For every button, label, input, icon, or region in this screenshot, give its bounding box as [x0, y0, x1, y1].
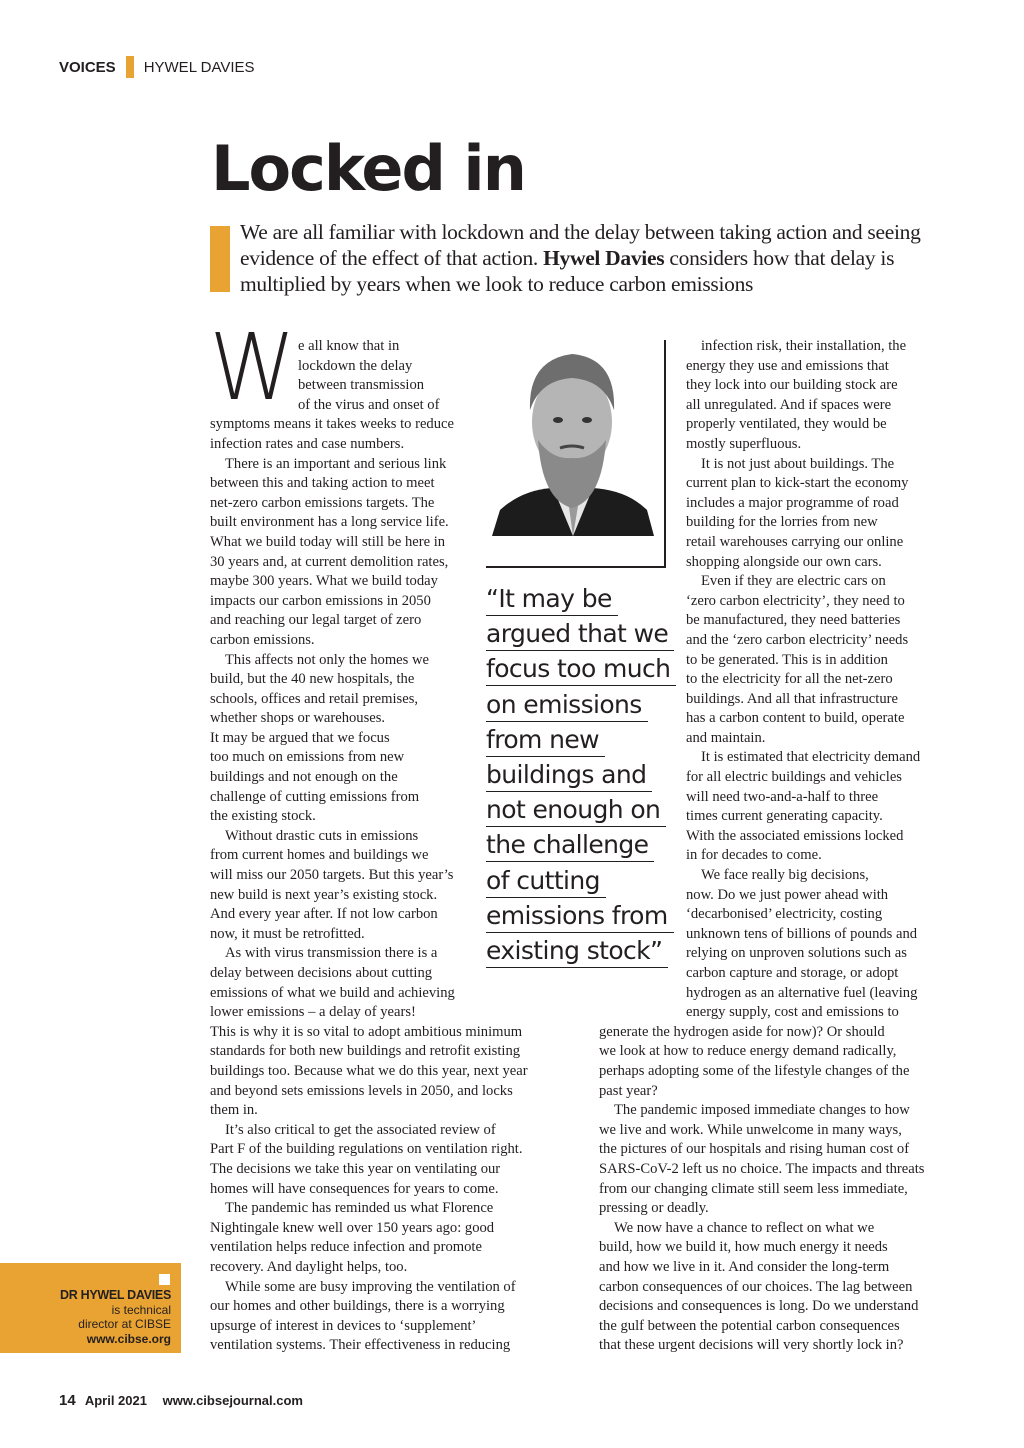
text-line: net-zero carbon emissions targets. The: [210, 494, 435, 511]
text-line: and how we live in it. And consider the long-term: [599, 1258, 890, 1275]
text-line: This affects not only the homes we: [225, 651, 429, 668]
text-line: built environment has a long service life.: [210, 514, 449, 531]
text-line: we look at how to reduce energy demand radically,: [599, 1043, 897, 1060]
text-line: hydrogen as an alternative fuel (leaving: [686, 984, 918, 1001]
pull-quote-line: [486, 793, 676, 828]
text-line: challenge of cutting emissions from: [210, 788, 420, 805]
text-line: And every year after. If not low carbon: [210, 906, 438, 923]
text-line: ‘decarbonised’ electricity, costing: [686, 906, 883, 923]
text-line: all unregulated. And if spaces were: [686, 396, 892, 413]
text-line: whether shops or warehouses.: [210, 710, 386, 727]
pull-quote-text: argued that we: [486, 617, 674, 651]
text-line: impacts our carbon emissions in 2050: [210, 592, 431, 609]
text-line: infection risk, their installation, the: [701, 338, 907, 354]
text-line: the pictures of our hospitals and rising human cost of: [599, 1141, 910, 1158]
pull-quote-text: existing stock”: [486, 934, 668, 968]
text-line: carbon capture and storage, or adopt: [686, 965, 899, 981]
bio-link[interactable]: www.cibse.org: [86, 1331, 171, 1346]
text-line: from our changing climate still seem less immediate,: [599, 1180, 908, 1197]
text-line: build, how we build it, how much energy it needs: [599, 1239, 888, 1256]
text-line: current plan to kick-start the economy: [686, 475, 909, 492]
text-line: It is not just about buildings. The: [701, 455, 895, 472]
pull-quote-text: of cutting: [486, 864, 606, 898]
text-line: symptoms means it takes weeks to reduce: [210, 416, 454, 433]
text-line: 30 years and, at current demolition rates,: [210, 553, 449, 570]
pull-quote-line: [486, 652, 676, 687]
standfirst-accent-bar: [210, 226, 230, 292]
text-line: building for the lorries from new: [686, 514, 878, 531]
page-footer: [59, 1392, 303, 1409]
section-header: [59, 56, 255, 78]
pull-quote-line: [486, 934, 676, 969]
text-line: that these urgent decisions will very shortly lock in?: [599, 1337, 904, 1354]
bio-square-marker: [159, 1274, 170, 1285]
text-line: energy they use and emissions that: [686, 357, 889, 374]
text-line: ventilation helps reduce infection and promote: [210, 1239, 482, 1256]
text-line: pressing or deadly.: [599, 1200, 709, 1217]
text-line: With the associated emissions locked: [686, 827, 904, 844]
text-line: The pandemic imposed immediate changes to how: [614, 1102, 910, 1119]
pull-quote-line: [486, 828, 676, 863]
text-line: The pandemic has reminded us what Florence: [225, 1200, 494, 1217]
text-line: decisions and consequences is long. Do we understand: [599, 1298, 919, 1315]
text-line: build, but the 40 new hospitals, the: [210, 671, 415, 688]
text-line: be manufactured, they need batteries: [686, 612, 901, 629]
text-line: ventilation systems. Their effectiveness in reducing: [210, 1337, 511, 1354]
text-line: generate the hydrogen aside for now)? Or should: [599, 1023, 885, 1040]
text-line: between this and taking action to meet: [210, 475, 435, 492]
text-line: carbon emissions.: [210, 631, 315, 648]
text-line: shopping alongside our own cars.: [686, 553, 882, 570]
page-number: 14: [59, 1392, 76, 1409]
section-label: VOICES: [59, 58, 116, 76]
pull-quote-line: [486, 899, 676, 934]
text-line: As with virus transmission there is a: [225, 945, 438, 962]
text-line: This is why it is so vital to adopt ambitious minimum: [210, 1023, 523, 1040]
text-line: buildings too. Because what we do this year, next year: [210, 1062, 528, 1079]
text-line: the gulf between the potential carbon consequences: [599, 1317, 900, 1334]
text-line: and the ‘zero carbon electricity’ needs: [686, 631, 909, 648]
text-line: them in.: [210, 1102, 258, 1119]
text-line: While some are busy improving the ventilation of: [225, 1278, 516, 1295]
text-line: lockdown the delay: [298, 357, 413, 374]
text-line: infection rates and case numbers.: [210, 435, 405, 452]
bio-name: DR HYWEL DAVIES: [59, 1288, 171, 1302]
text-line: includes a major programme of road: [686, 494, 899, 511]
article-column-left: [210, 337, 528, 1356]
bio-line: is technical: [111, 1302, 171, 1317]
pull-quote-line: [486, 723, 676, 758]
standfirst-text: We are all familiar with lockdown and the delay between taking action and seeing evidence of the effect of that action.: [240, 220, 921, 270]
text-line: of the virus and onset of: [298, 396, 440, 413]
text-line: What we build today will still be here in: [210, 533, 446, 550]
pull-quote-line: [486, 864, 676, 899]
text-line: We face really big decisions,: [701, 867, 869, 884]
pull-quote-text: on emissions: [486, 688, 648, 722]
text-line: upsurge of interest in devices to ‘supplement’: [210, 1317, 477, 1334]
text-line: Part F of the building regulations on ventilation right.: [210, 1141, 523, 1158]
text-line: It may be argued that we focus: [210, 729, 390, 746]
text-line: mostly superfluous.: [686, 435, 802, 452]
pull-quote-text: focus too much: [486, 652, 676, 686]
text-line: will need two-and-a-half to three: [686, 788, 879, 805]
footer-link[interactable]: www.cibsejournal.com: [162, 1393, 303, 1408]
text-line: our homes and other buildings, there is a worrying: [210, 1298, 505, 1315]
text-line: recovery. And daylight helps, too.: [210, 1258, 408, 1275]
text-line: we live and work. While unwelcome in many ways,: [599, 1121, 902, 1138]
author-label: HYWEL DAVIES: [143, 58, 255, 76]
text-line: ‘zero carbon electricity’, they need to: [686, 592, 905, 609]
pull-quote: [486, 582, 676, 969]
text-line: carbon consequences of our choices. The lag between: [599, 1278, 913, 1295]
text-line: for all electric buildings and vehicles: [686, 769, 902, 786]
text-line: Nightingale knew well over 150 years ago: good: [210, 1219, 495, 1236]
bio-line: director at CIBSE: [78, 1317, 171, 1331]
pull-quote-text: the challenge: [486, 828, 654, 862]
text-line: times current generating capacity.: [686, 808, 883, 825]
text-line: from current homes and buildings we: [210, 847, 429, 864]
text-line: now, it must be retrofitted.: [210, 925, 365, 942]
text-line: will miss our 2050 targets. But this year’s: [210, 867, 454, 884]
text-line: emissions of what we build and achieving: [210, 984, 455, 1001]
text-line: between transmission: [298, 377, 425, 394]
standfirst-text-end: considers how that delay is multiplied by years when we look to reduce carbon emissions: [240, 246, 895, 296]
pull-quote-line: [486, 617, 676, 652]
text-line: has a carbon content to build, operate: [686, 710, 905, 727]
pull-quote-line: [486, 688, 676, 723]
text-line: retail warehouses carrying our online: [686, 533, 904, 550]
pull-quote-text: not enough on: [486, 793, 666, 827]
text-line: now. Do we just power ahead with: [686, 886, 889, 903]
text-line: Without drastic cuts in emissions: [225, 827, 419, 844]
pull-quote-line: [486, 582, 676, 617]
text-line: and reaching our legal target of zero: [210, 612, 422, 629]
text-line: It is estimated that electricity demand: [701, 749, 921, 766]
pull-quote-text: “It may be: [486, 582, 618, 616]
text-line: e all know that in: [298, 338, 400, 354]
author-bio-box: [0, 1263, 181, 1353]
text-line: homes will have consequences for years to come.: [210, 1180, 499, 1197]
standfirst-author: Hywel Davies: [543, 246, 665, 270]
text-line: perhaps adopting some of the lifestyle changes of the: [599, 1062, 910, 1079]
text-line: The decisions we take this year on ventilating our: [210, 1160, 501, 1177]
article-title: Locked in: [211, 132, 525, 205]
drop-cap: W: [209, 314, 296, 421]
text-line: delay between decisions about cutting: [210, 965, 433, 981]
text-line: SARS-CoV-2 left us no choice. The impacts and threats: [599, 1160, 925, 1177]
text-line: There is an important and serious link: [225, 455, 447, 472]
text-line: and beyond sets emissions levels in 2050, and locks: [210, 1082, 513, 1099]
text-line: maybe 300 years. What we build today: [210, 573, 438, 590]
text-line: Even if they are electric cars on: [701, 573, 886, 590]
text-line: It’s also critical to get the associated review of: [225, 1121, 496, 1138]
text-line: standards for both new buildings and retrofit existing: [210, 1043, 521, 1060]
text-line: in for decades to come.: [686, 847, 822, 864]
text-line: they lock into our building stock are: [686, 377, 898, 394]
standfirst: [240, 219, 940, 297]
issue-date: April 2021: [84, 1393, 147, 1408]
text-line: energy supply, cost and emissions to: [686, 1004, 899, 1021]
text-line: buildings and not enough on the: [210, 769, 398, 786]
pull-quote-text: emissions from: [486, 899, 674, 933]
text-line: relying on unproven solutions such as: [686, 945, 907, 962]
text-line: to the electricity for all the net-zero: [686, 671, 893, 688]
pull-quote-text: from new: [486, 723, 605, 757]
text-line: past year?: [599, 1082, 658, 1099]
text-line: We now have a chance to reflect on what we: [614, 1219, 875, 1236]
text-line: new build is next year’s existing stock.: [210, 886, 438, 903]
text-line: unknown tens of billions of pounds and: [686, 925, 918, 942]
text-line: and maintain.: [686, 729, 766, 746]
text-line: the existing stock.: [210, 808, 316, 825]
text-line: buildings. And all that infrastructure: [686, 690, 898, 707]
text-line: to be generated. This is in addition: [686, 651, 888, 668]
text-line: lower emissions – a delay of years!: [210, 1004, 416, 1021]
text-line: schools, offices and retail premises,: [210, 690, 419, 707]
pull-quote-text: buildings and: [486, 758, 652, 792]
author-photo: [492, 340, 654, 536]
text-line: too much on emissions from new: [210, 749, 405, 766]
section-divider: [126, 56, 134, 78]
pull-quote-line: [486, 758, 676, 793]
text-line: properly ventilated, they would be: [686, 416, 887, 433]
